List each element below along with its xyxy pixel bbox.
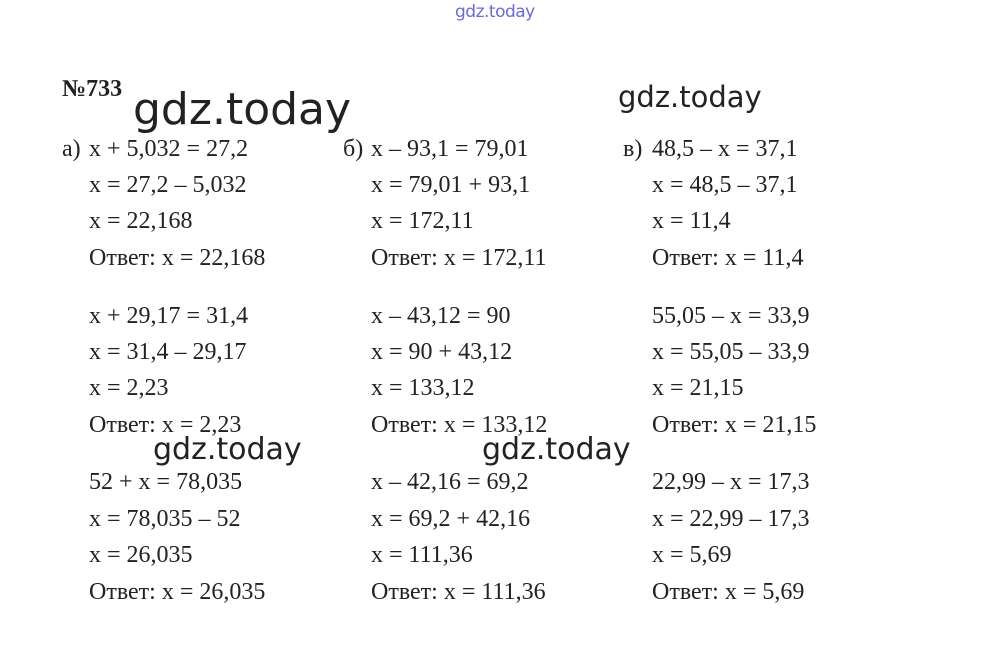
equation-line: x = 11,4 bbox=[652, 208, 731, 234]
watermark-large: gdz.today bbox=[133, 84, 352, 135]
equation-line: x = 31,4 – 29,17 bbox=[89, 339, 247, 365]
column-label: б) bbox=[343, 136, 364, 162]
equation-line: x = 22,99 – 17,3 bbox=[652, 506, 810, 532]
watermark-right: gdz.today bbox=[618, 80, 762, 114]
answer-line: Ответ: x = 26,035 bbox=[89, 579, 266, 605]
equation-line: x + 5,032 = 27,2 bbox=[89, 136, 249, 162]
equation-line: x = 21,15 bbox=[652, 375, 744, 401]
equation-line: 55,05 – x = 33,9 bbox=[652, 303, 810, 329]
equation-line: x = 79,01 + 93,1 bbox=[371, 172, 531, 198]
answer-line: Ответ: x = 172,11 bbox=[371, 245, 547, 271]
equation-line: x = 111,36 bbox=[371, 542, 473, 568]
equation-line: x = 133,12 bbox=[371, 375, 475, 401]
answer-line: Ответ: x = 133,12 bbox=[371, 412, 548, 438]
equation-line: x = 78,035 – 52 bbox=[89, 506, 241, 532]
watermark-middle-center: gdz.today bbox=[482, 432, 631, 467]
task-number: №733 bbox=[62, 76, 123, 102]
equation-line: x = 90 + 43,12 bbox=[371, 339, 513, 365]
equation-line: x – 93,1 = 79,01 bbox=[371, 136, 529, 162]
equation-line: x = 22,168 bbox=[89, 208, 193, 234]
equation-line: x = 27,2 – 5,032 bbox=[89, 172, 247, 198]
equation-line: x = 5,69 bbox=[652, 542, 732, 568]
equation-line: 52 + x = 78,035 bbox=[89, 469, 243, 495]
equation-line: x – 42,16 = 69,2 bbox=[371, 469, 529, 495]
equation-line: x – 43,12 = 90 bbox=[371, 303, 511, 329]
equation-line: x = 2,23 bbox=[89, 375, 169, 401]
equation-line: x = 26,035 bbox=[89, 542, 193, 568]
equation-line: x = 55,05 – 33,9 bbox=[652, 339, 810, 365]
answer-line: Ответ: x = 5,69 bbox=[652, 579, 805, 605]
equation-line: 22,99 – x = 17,3 bbox=[652, 469, 810, 495]
column-label: а) bbox=[62, 136, 81, 162]
answer-line: Ответ: x = 111,36 bbox=[371, 579, 546, 605]
answer-line: Ответ: x = 22,168 bbox=[89, 245, 266, 271]
equation-line: 48,5 – x = 37,1 bbox=[652, 136, 798, 162]
equation-line: x = 172,11 bbox=[371, 208, 474, 234]
equation-line: x = 69,2 + 42,16 bbox=[371, 506, 531, 532]
equation-line: x = 48,5 – 37,1 bbox=[652, 172, 798, 198]
column-label: в) bbox=[623, 136, 643, 162]
watermark-top: gdz.today bbox=[455, 2, 535, 22]
answer-line: Ответ: x = 21,15 bbox=[652, 412, 817, 438]
answer-line: Ответ: x = 2,23 bbox=[89, 412, 242, 438]
equation-line: x + 29,17 = 31,4 bbox=[89, 303, 249, 329]
watermark-middle-left: gdz.today bbox=[153, 432, 302, 467]
answer-line: Ответ: x = 11,4 bbox=[652, 245, 804, 271]
